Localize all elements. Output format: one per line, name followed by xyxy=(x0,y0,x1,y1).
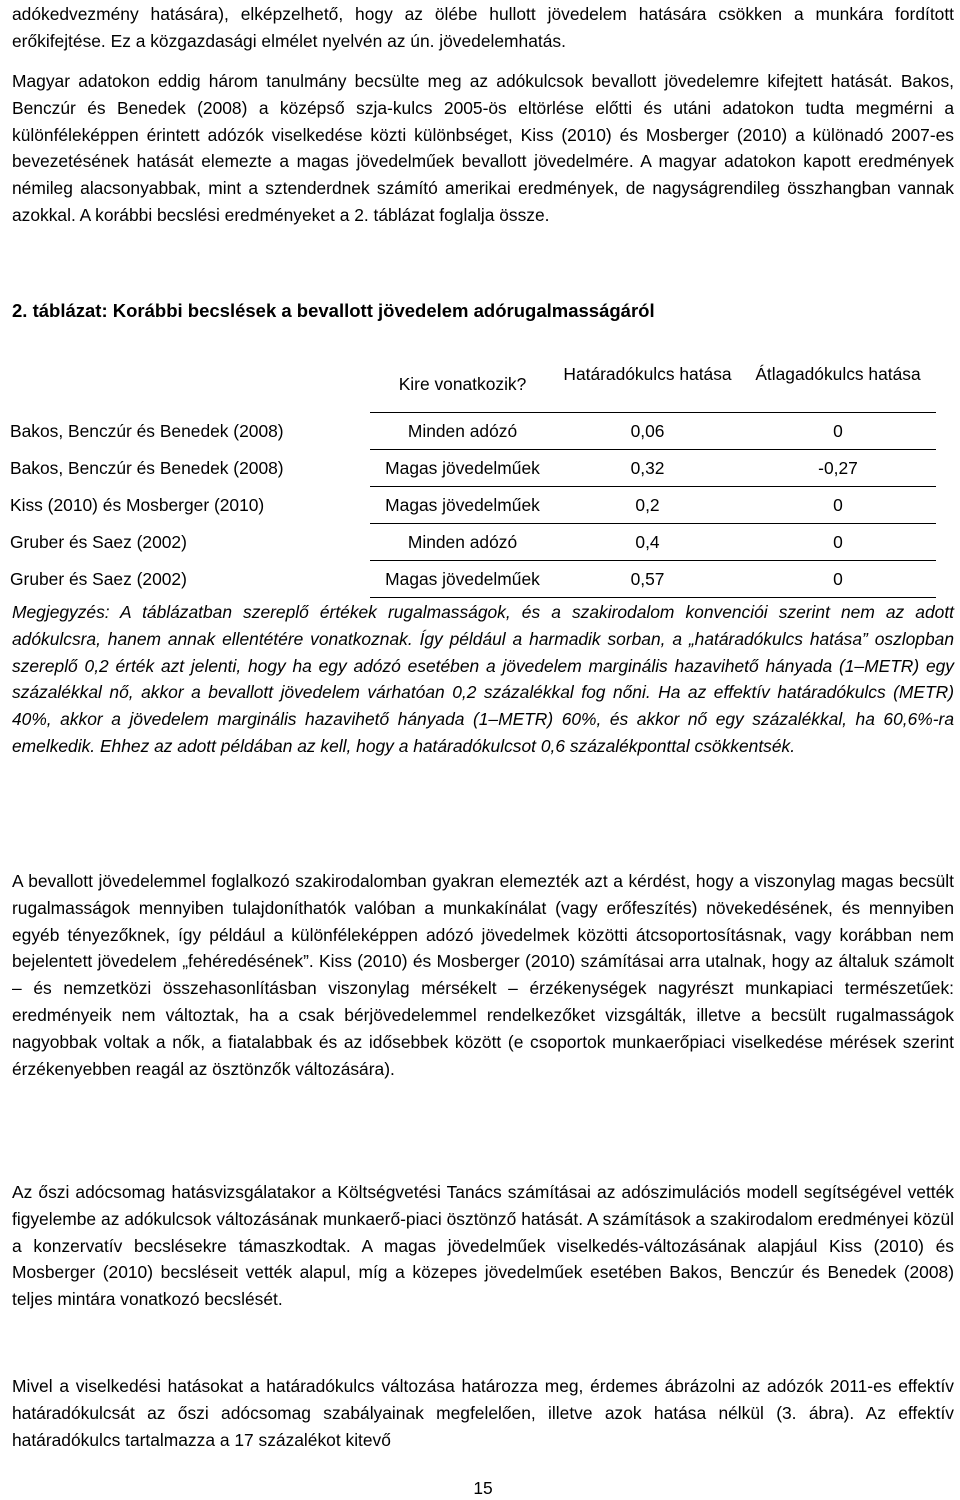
cell-marginal: 0,2 xyxy=(555,487,740,524)
header-average-rate: Átlagadókulcs hatása xyxy=(755,364,921,384)
cell-source: Kiss (2010) és Mosberger (2010) xyxy=(10,495,265,515)
table-caption: 2. táblázat: Korábbi becslések a bevallott jövedelem adórugalmasságáról xyxy=(12,300,655,321)
cell-scope: Magas jövedelműek xyxy=(370,450,555,487)
cell-source: Bakos, Benczúr és Benedek (2008) xyxy=(10,458,284,478)
paragraph-intro: adókedvezmény hatására), elképzelhető, hogy az ölébe hullott jövedelem hatására csökken a munkára fordított erőkifejtése. Ez a közgazdasági elmélet nyelvén az ún. jövedelemhatás. xyxy=(12,4,954,51)
paragraph-literature: A bevallott jövedelemmel foglalkozó szakirodalomban gyakran elemezték azt a kérdést, hogy a viszonylag magas becsült rugalmasságok mennyiben tulajdoníthatók valóban a munkakínálat (vagy erőfeszítés) növekedésének, és mennyiben egyéb tényezőknek, így például a különféleképpen adózó jövedelmek közötti átcsoportosításnak, vagy korábban nem bejelentett jövedelem „fehéredésének”. Kiss (2010) és Mosberger (2010) számításai arra utalnak, hogy az általuk számolt – és nemzetközi összehasonlításban viszonylag mérsékelt – érzékenységek nagyrészt munkapiaci természetűek: eredményeik nem változtak, ha a csak bérjövedelemmel rendelkezőket vizsgálták, illetve a becsült rugalmasságok nagyobbak voltak a nők, a fiatalabbak és az idősebbek között (e csoportok munkaerőpiaci viselkedése mérések szerint érzékenyebben reagál az ösztönzők változására). xyxy=(12,871,954,1079)
cell-scope: Magas jövedelműek xyxy=(370,487,555,524)
cell-marginal: 0,57 xyxy=(555,561,740,598)
cell-average: 0 xyxy=(740,561,936,598)
paragraph-effective-rate: Mivel a viselkedési hatásokat a határadókulcs változása határozza meg, érdemes ábrázolni az adózók 2011-es effektív határadókulcsát az őszi adócsomag szabályainak megfelelően, illetve azok hatása nélkül (3. ábra). Az effektív határadókulcs tartalmazza a 17 százalékot kitevő xyxy=(12,1376,954,1450)
estimates-table xyxy=(10,336,936,598)
table-row xyxy=(10,487,936,524)
cell-scope: Minden adózó xyxy=(370,524,555,561)
table-row xyxy=(10,524,936,561)
paragraph-hungarian-studies: Magyar adatokon eddig három tanulmány becsülte meg az adókulcsok bevallott jövedelemre kifejtett hatását. Bakos, Benczúr és Benedek (2008) a középső szja-kulcs 2005-ös eltörlése előtti és utáni adatokon tudta megmérni a különféleképpen érintett adózók viselkedése közti különbséget, Kiss (2010) és Mosberger (2010) a különadó 2007-es bevezetésének hatását elemezte a magas jövedelműek bevallott jövedelmére. A magyar adatokon kapott eredmények némileg alacsonyabbak, mint a sztenderdnek számító amerikai eredmények, de nagyságrendileg összhangban vannak azokkal. A korábbi becslési eredményeket a 2. táblázat foglalja össze. xyxy=(12,71,954,225)
cell-scope: Magas jövedelműek xyxy=(370,561,555,598)
header-marginal-rate: Határadókulcs hatása xyxy=(563,364,732,384)
table-row xyxy=(10,561,936,598)
cell-marginal: 0,4 xyxy=(555,524,740,561)
header-scope: Kire vonatkozik? xyxy=(398,374,527,394)
page-number: 15 xyxy=(473,1478,493,1498)
cell-scope: Minden adózó xyxy=(370,413,555,450)
paragraph-fiscal-council: Az őszi adócsomag hatásvizsgálatakor a Költségvetési Tanács számításai az adószimulációs modell segítségével vették figyelembe az adókulcsok változásának munkaerő-piaci ösztönző hatását. A számítások a szakirodalom eredményei közül a konzervatív becslésekre támaszkodtak. A magas jövedelműek viselkedés-változásának alapjául Kiss (2010) és Mosberger (2010) becsléseit vették alapul, míg a közepes jövedelműek esetében Bakos, Benczúr és Benedek (2008) teljes mintára vonatkozó becslését. xyxy=(12,1182,954,1310)
table-note: Megjegyzés: A táblázatban szereplő értékek rugalmasságok, és a szakirodalom konvenciói szerint nem az adott adókulcsra, hanem annak ellentétére vonatkoznak. Így például a harmadik sorban, a „határadókulcs hatása” oszlopban szereplő 0,2 érték azt jelenti, hogy ha egy adózó esetében a jövedelem marginális hazavihető hányada (1–METR) egy százalékkal nő, akkor a bevallott jövedelem várhatóan 0,2 százalékkal fog nőni. Ha az effektív határadókulcs (METR) 40%, akkor a jövedelem marginális hazavihető hányada (1–METR) 60%, és akkor nő egy százalékkal, ha 60,6%-ra emelkedik. Ehhez az adott példában az kell, hogy a határadókulcsot 0,6 százalékponttal csökkentsék. xyxy=(12,602,954,756)
table-header-row xyxy=(10,336,936,413)
cell-average: 0 xyxy=(740,487,936,524)
cell-average: 0 xyxy=(740,413,936,450)
cell-average: 0 xyxy=(740,524,936,561)
cell-source: Gruber és Saez (2002) xyxy=(10,532,187,552)
cell-marginal: 0,32 xyxy=(555,450,740,487)
cell-source: Bakos, Benczúr és Benedek (2008) xyxy=(10,421,284,441)
cell-marginal: 0,06 xyxy=(555,413,740,450)
cell-average: -0,27 xyxy=(740,450,936,487)
table-row xyxy=(10,450,936,487)
cell-source: Gruber és Saez (2002) xyxy=(10,569,187,589)
header-source xyxy=(10,336,370,413)
table-row xyxy=(10,413,936,450)
